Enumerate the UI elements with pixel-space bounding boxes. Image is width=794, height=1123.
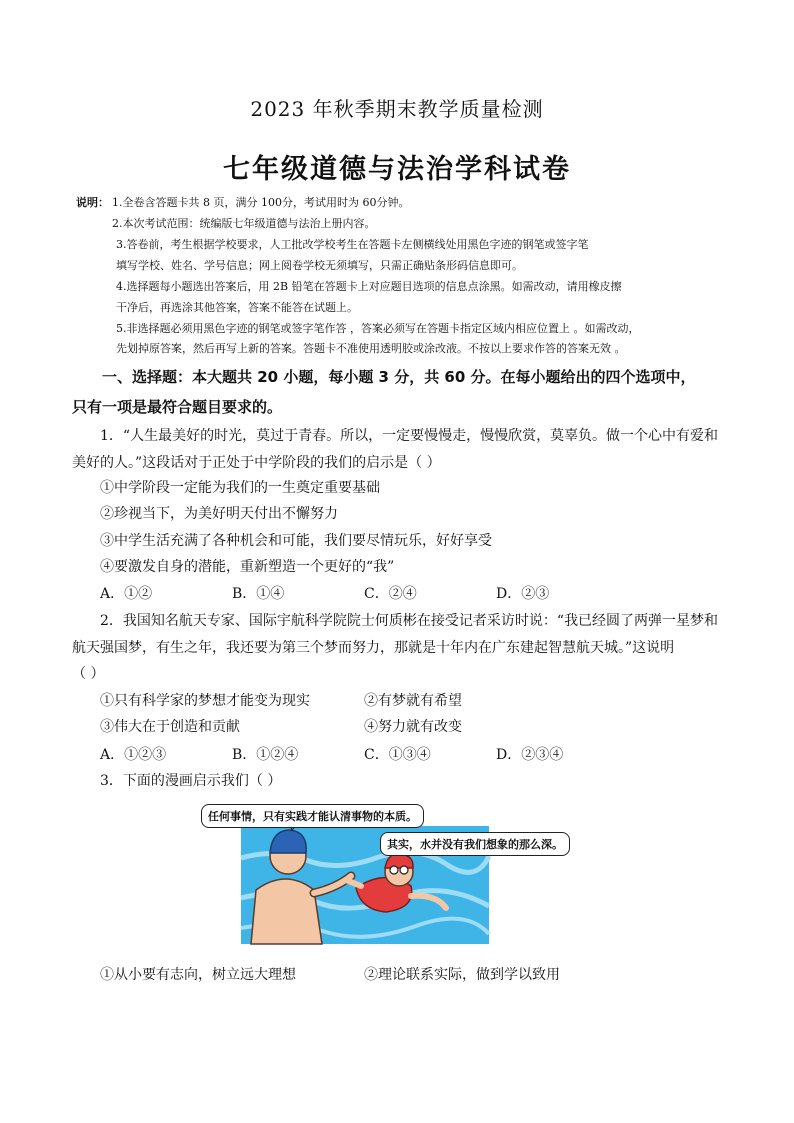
adult-body: [251, 879, 322, 944]
statement-item: ②有梦就有希望: [364, 693, 462, 709]
answer-option-a: A．①②③: [100, 747, 167, 763]
instruction-line: 2.本次考试范围：统编版七年级道德与法治上册内容。: [112, 217, 376, 230]
statement-item: ④努力就有改变: [364, 719, 462, 735]
answer-option-a: A．①②: [100, 586, 153, 602]
statement-item: ②理论联系实际，做到学以致用: [364, 967, 560, 983]
answer-option-d: D．②③④: [496, 747, 564, 763]
statement-item: ①从小要有志向，树立远大理想: [100, 967, 296, 983]
instruction-line: 4.选择题每小题选出答案后，用 2B 铅笔在答题卡上对应题目选项的信息点涂黑。如需改动，请用橡皮擦: [116, 280, 622, 293]
instruction-line: 填写学校、姓名、学号信息；网上阅卷学校无须填写，只需正确贴条形码信息即可。: [116, 259, 523, 272]
statement-item: ④要激发自身的潜能，重新塑造一个更好的“我”: [100, 559, 395, 575]
statement-item: ①只有科学家的梦想才能变为现实: [100, 693, 310, 709]
instruction-line: 3.答卷前，考生根据学校要求，人工批改学校考生在答题卡左侧横线处用黑色字迹的钢笔或签字笔: [116, 238, 589, 251]
answer-option-d: D．②③: [496, 586, 550, 602]
question-stem: 1．“人生最美好的时光，莫过于青春。所以，一定要慢慢走，慢慢欣赏，莫辜负。做一个心中有爱和: [100, 428, 719, 444]
question-stem: 航天强国梦，有生之年，我还要为第三个梦而努力，那就是十年内在广东建起智慧航天城。”这说明: [72, 640, 675, 656]
exam-title: 2023 年秋季期末教学质量检测: [250, 97, 544, 121]
speech-bubble-adult: 任何事情，只有实践才能认清事物的本质。: [201, 804, 424, 828]
question-stem: （ ）: [72, 666, 105, 682]
instructions-prefix: 说明：: [76, 196, 109, 209]
statement-item: ①中学阶段一定能为我们的一生奠定重要基础: [100, 480, 380, 496]
question-stem: 2．我国知名航天专家、国际宇航科学院院士何质彬在接受记者采访时说：“我已经圆了两弹一星梦和: [100, 613, 719, 629]
answer-option-c: C．①③④: [364, 747, 431, 763]
question-stem: 3．下面的漫画启示我们（ ）: [100, 773, 282, 789]
answer-option-b: B．①②④: [232, 747, 299, 763]
paper-title: 七年级道德与法治学科试卷: [223, 154, 571, 185]
section-heading-cont: 只有一项是最符合题目要求的。: [72, 398, 283, 416]
answer-option-c: C．②④: [364, 586, 417, 602]
section-heading: 一、选择题：本大题共 20 小题，每小题 3 分，共 60 分。在每小题给出的四个选项中，: [102, 368, 696, 386]
speech-bubble-child: 其实，水并没有我们想象的那么深。: [380, 832, 570, 856]
instruction-line: 1.全卷含答题卡共 8 页，满分 100分，考试用时为 60分钟。: [112, 196, 410, 209]
answer-option-b: B．①④: [232, 586, 285, 602]
question-stem: 美好的人。”这段话对于正处于中学阶段的我们的启示是（ ）: [72, 455, 441, 471]
instruction-line: 干净后，再选涂其他答案，答案不能答在试题上。: [116, 301, 358, 314]
swimming-cartoon: [196, 798, 596, 948]
statement-item: ③中学生活充满了各种机会和可能，我们要尽情玩乐，好好享受: [100, 533, 492, 549]
statement-item: ③伟大在于创造和贡献: [100, 719, 240, 735]
instruction-line: 先划掉原答案，然后再写上新的答案。答题卡不准使用透明胶或涂改液。不按以上要求作答的答案无效 。: [116, 342, 626, 355]
instruction-line: 5.非选择题必须用黑色字迹的钢笔或签字笔作答 ，答案必须写在答题卡指定区域内相应位置上 。如需改动，: [116, 322, 640, 335]
statement-item: ②珍视当下，为美好明天付出不懈努力: [100, 506, 338, 522]
